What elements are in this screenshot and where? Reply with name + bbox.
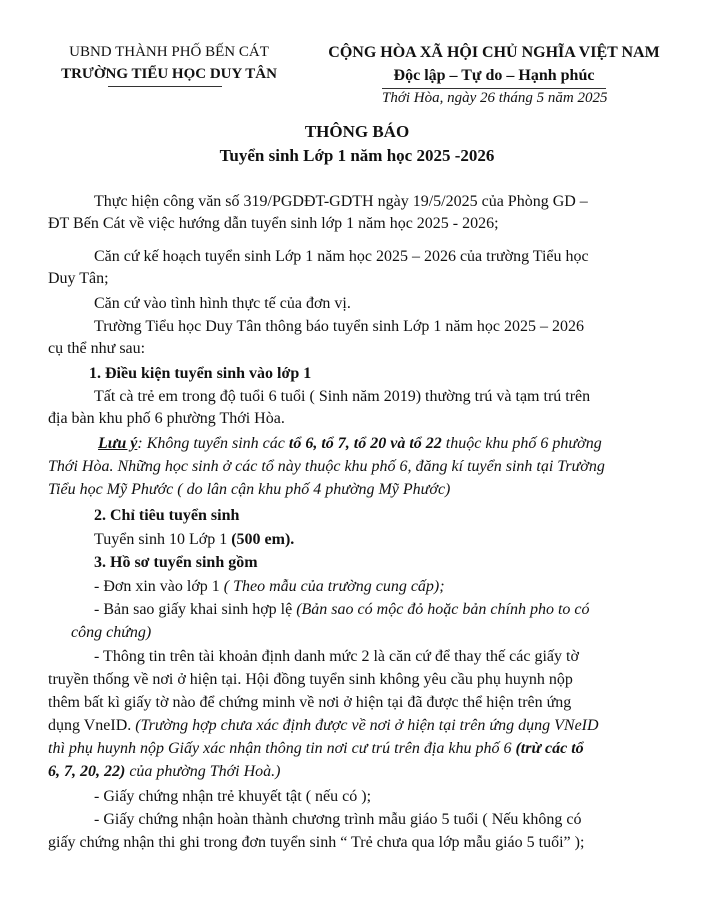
document-subtitle: Tuyển sinh Lớp 1 năm học 2025 -2026 (219, 146, 495, 165)
note-line-1 (48, 433, 700, 455)
paragraph-2: Căn cứ kế hoạch tuyển sinh Lớp 1 năm học 2025 – 2026 của trường Tiểu học (94, 248, 589, 265)
doc-item-3-line-5 (48, 738, 650, 760)
doc-item-2-text: - Bản sao giấy khai sinh hợp lệ (94, 601, 297, 618)
doc-item-3-line-4 (48, 715, 650, 737)
note-line-2: Thới Hòa. Những học sinh ở các tổ này thuộc khu phố 6, đăng kí tuyển sinh tại Trường (48, 458, 605, 475)
authority-name: UBND THÀNH PHỐ BẾN CÁT (69, 44, 269, 60)
section-1-text-cont: địa bàn khu phố 6 phường Thới Hòa. (48, 410, 285, 427)
doc-item-1-text: - Đơn xin vào lớp 1 (94, 578, 224, 595)
doc-item-2-note: (Bản sao có mộc đỏ hoặc bản chính pho to có (296, 601, 590, 618)
section-1-text: Tất cà trẻ em trong độ tuổi 6 tuổi ( Sinh năm 2019) thường trú và tạm trú trên (94, 388, 591, 405)
doc-item-1-note: ( Theo mẫu của trường cung cấp); (223, 578, 445, 595)
doc-item-3-app: dụng VneID. (48, 717, 136, 734)
doc-item-3-note: (Trường hợp chưa xác định được về nơi ở hiện tại trên ứng dụng VNeID (135, 717, 599, 734)
doc-item-5: - Giấy chứng nhận hoàn thành chương trình mẫu giáo 5 tuổi ( Nếu không có (94, 811, 582, 828)
section-3-heading: 3. Hồ sơ tuyển sinh gồm (94, 554, 258, 571)
note-excluded-groups: tổ 6, tổ 7, tổ 20 và tổ 22 (288, 435, 442, 452)
doc-item-3-excluded-cont: 6, 7, 20, 22) (48, 763, 126, 780)
doc-item-3-line-3: thêm bất kì giấy tờ nào để chứng minh về nơi ở hiện tại đã được thể hiện trên ứng (48, 694, 572, 711)
nation-name: CỘNG HÒA XÃ HỘI CHỦ NGHĨA VIỆT NAM (328, 44, 660, 61)
doc-item-4: - Giấy chứng nhận trẻ khuyết tật ( nếu có ); (94, 788, 372, 805)
doc-item-1 (48, 576, 696, 598)
document-title: THÔNG BÁO (304, 122, 410, 141)
doc-item-3-excluded: (trừ các tổ (515, 740, 584, 757)
quota-count: (500 em). (231, 531, 295, 548)
section-2-text (48, 529, 696, 551)
section-2-heading: 2. Chỉ tiêu tuyển sinh (94, 507, 240, 524)
doc-item-5-cont: giấy chứng nhận thi ghi trong đơn tuyển sinh “ Trẻ chưa qua lớp mẫu giáo 5 tuổi” ); (48, 834, 585, 851)
paragraph-1: Thực hiện công văn số 319/PGDĐT-GDTH ngày 19/5/2025 của Phòng GD – (94, 193, 588, 210)
doc-item-2 (48, 599, 696, 621)
note-text-end: thuộc khu phố 6 phường (441, 435, 602, 452)
doc-item-3-line-6 (48, 761, 650, 783)
document-date: Thới Hòa, ngày 26 tháng 5 năm 2025 (382, 90, 608, 106)
doc-item-3-ward: của phường Thới Hoà.) (125, 763, 281, 780)
paragraph-4: Trường Tiểu học Duy Tân thông báo tuyển sinh Lớp 1 năm học 2025 – 2026 (94, 318, 585, 335)
note-label: Lưu ý (98, 435, 138, 452)
quota-text: Tuyển sinh 10 Lớp 1 (94, 531, 232, 548)
paragraph-3: Căn cứ vào tình hình thực tế của đơn vị. (94, 295, 351, 312)
note-text: : Không tuyển sinh các (137, 435, 289, 452)
paragraph-2-cont: Duy Tân; (48, 270, 109, 287)
doc-item-2-note-cont: công chứng) (71, 624, 152, 641)
note-line-3: Tiểu học Mỹ Phước ( do lân cận khu phố 4 phường Mỹ Phước) (48, 481, 451, 498)
doc-item-3: - Thông tin trên tài khoản định danh mức 2 là căn cứ để thay thế các giấy tờ (94, 648, 579, 665)
paragraph-1-cont: ĐT Bến Cát về việc hướng dẫn tuyển sinh lớp 1 năm học 2025 - 2026; (48, 215, 499, 232)
school-name: TRƯỜNG TIỂU HỌC DUY TÂN (61, 66, 277, 82)
motto-underline (382, 88, 606, 89)
section-1-heading: 1. Điều kiện tuyển sinh vào lớp 1 (89, 365, 312, 382)
doc-item-3-line-2: truyền thống về nơi ở hiện tại. Hội đồng tuyển sinh không yêu cầu phụ huynh nộp (48, 671, 573, 688)
national-motto: Độc lập – Tự do – Hạnh phúc (393, 67, 595, 84)
school-underline (108, 86, 222, 87)
paragraph-4-cont: cụ thể như sau: (48, 340, 146, 357)
doc-item-3-note-cont: thì phụ huynh nộp Giấy xác nhận thông tin nơi cư trú trên địa khu phố 6 (48, 740, 516, 757)
